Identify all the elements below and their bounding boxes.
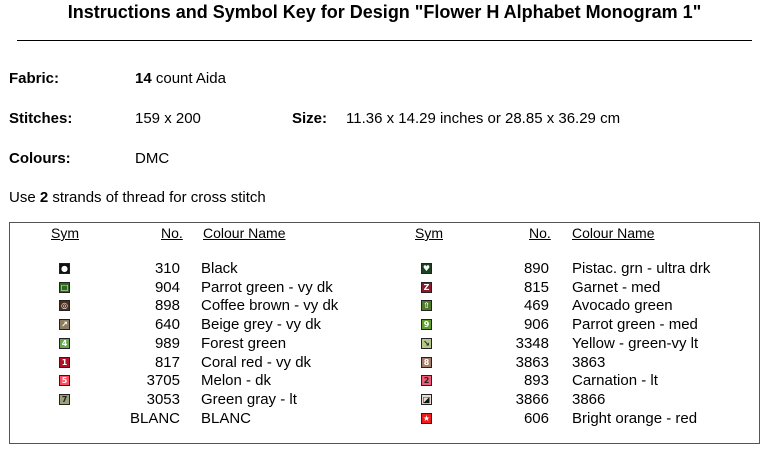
colour-name: Carnation - lt [572,372,658,390]
colour-name: Pistac. grn - ultra drk [572,260,711,277]
thread-number: 469 [523,297,549,315]
colour-name: Melon - dk [201,372,272,390]
colour-name: Bright orange - red [572,409,698,427]
stitches-value: 159 x 200 [135,110,201,127]
colour-name: Garnet - med [572,278,661,296]
thread-number: 817 [154,353,180,371]
strands-count: 2 [39,189,49,206]
thread-number: 3863 [515,353,549,371]
header-sym-left: Sym [51,225,79,241]
colour-name: Forest green [201,334,287,352]
thread-number: 893 [523,372,549,390]
thread-number: 3866 [515,390,549,408]
colours-label: Colours: [9,150,71,167]
fabric-value [135,70,226,87]
symbol-swatch-898: ◎ [59,300,70,311]
symbol-swatch-906: 9 [421,319,432,330]
symbol-swatch-989: 4 [59,338,70,349]
thread-number: 3705 [146,372,180,390]
symbol-swatch-469: ⇧ [421,300,432,311]
colour-name: BLANC [201,409,252,427]
colours-value: DMC [135,150,170,167]
header-name-right: Colour Name [572,225,655,241]
thread-number: BLANC [129,409,180,427]
thread-number: 989 [154,334,180,352]
symbol-swatch-310: ● [59,263,70,274]
colour-name: Avocado green [572,297,673,315]
header-sym-right: Sym [415,225,443,241]
strands-prefix: Use [9,189,40,206]
thread-number: 3348 [515,334,549,352]
thread-number: 606 [523,409,549,427]
symbol-swatch-blanc [59,413,70,424]
colour-name: Black [201,260,238,277]
fabric-type: count Aida [151,70,226,87]
symbol-swatch-817: 1 [59,357,70,368]
symbol-swatch-890: ♥ [422,264,431,273]
symbol-swatch-904: □ [60,282,69,292]
header-no-left: No. [161,225,183,241]
fabric-count: 14 [135,70,152,87]
strands-instruction [9,189,266,206]
size-value: 11.36 x 14.29 inches or 28.85 x 36.29 cm [346,110,621,127]
colour-name: Green gray - lt [201,390,297,408]
fabric-label: Fabric: [9,70,60,87]
thread-number: 890 [523,260,549,277]
symbol-swatch-3863: 8 [421,357,432,368]
colour-name: Coffee brown - vy dk [201,297,339,315]
symbol-swatch-3053: 7 [59,394,70,405]
thread-number: 640 [154,316,180,334]
colour-name: Beige grey - vy dk [201,316,322,334]
colour-name: Yellow - green-vy lt [572,334,699,352]
symbol-swatch-3705: 5 [59,375,70,386]
size-label: Size: [292,110,328,127]
colour-name: 3866 [572,390,606,408]
thread-number: 906 [523,316,549,334]
colour-name: 3863 [572,353,606,371]
colour-name: Parrot green - med [572,316,698,334]
symbol-swatch-3866: ◪ [422,394,431,404]
thread-number: 815 [523,278,549,296]
symbol-swatch-606: ★ [422,413,431,423]
header-name-left: Colour Name [203,225,286,241]
symbol-swatch-893: 2 [421,375,432,386]
symbol-swatch-815: Z [421,282,432,293]
title-divider [17,40,752,41]
header-no-right: No. [529,225,551,241]
thread-number: 898 [154,297,180,315]
colour-name: Parrot green - vy dk [201,278,333,296]
thread-number: 3053 [146,390,180,408]
thread-number: 310 [154,260,180,277]
symbol-swatch-640: ↗ [59,319,70,330]
symbol-swatch-3348: ↘ [421,338,432,349]
colour-name: Coral red - vy dk [201,353,312,371]
thread-number: 904 [154,278,180,296]
strands-suffix: strands of thread for cross stitch [48,189,266,206]
stitches-label: Stitches: [9,110,73,127]
page-title: Instructions and Symbol Key for Design "Flower H Alphabet Monogram 1" [67,2,702,22]
